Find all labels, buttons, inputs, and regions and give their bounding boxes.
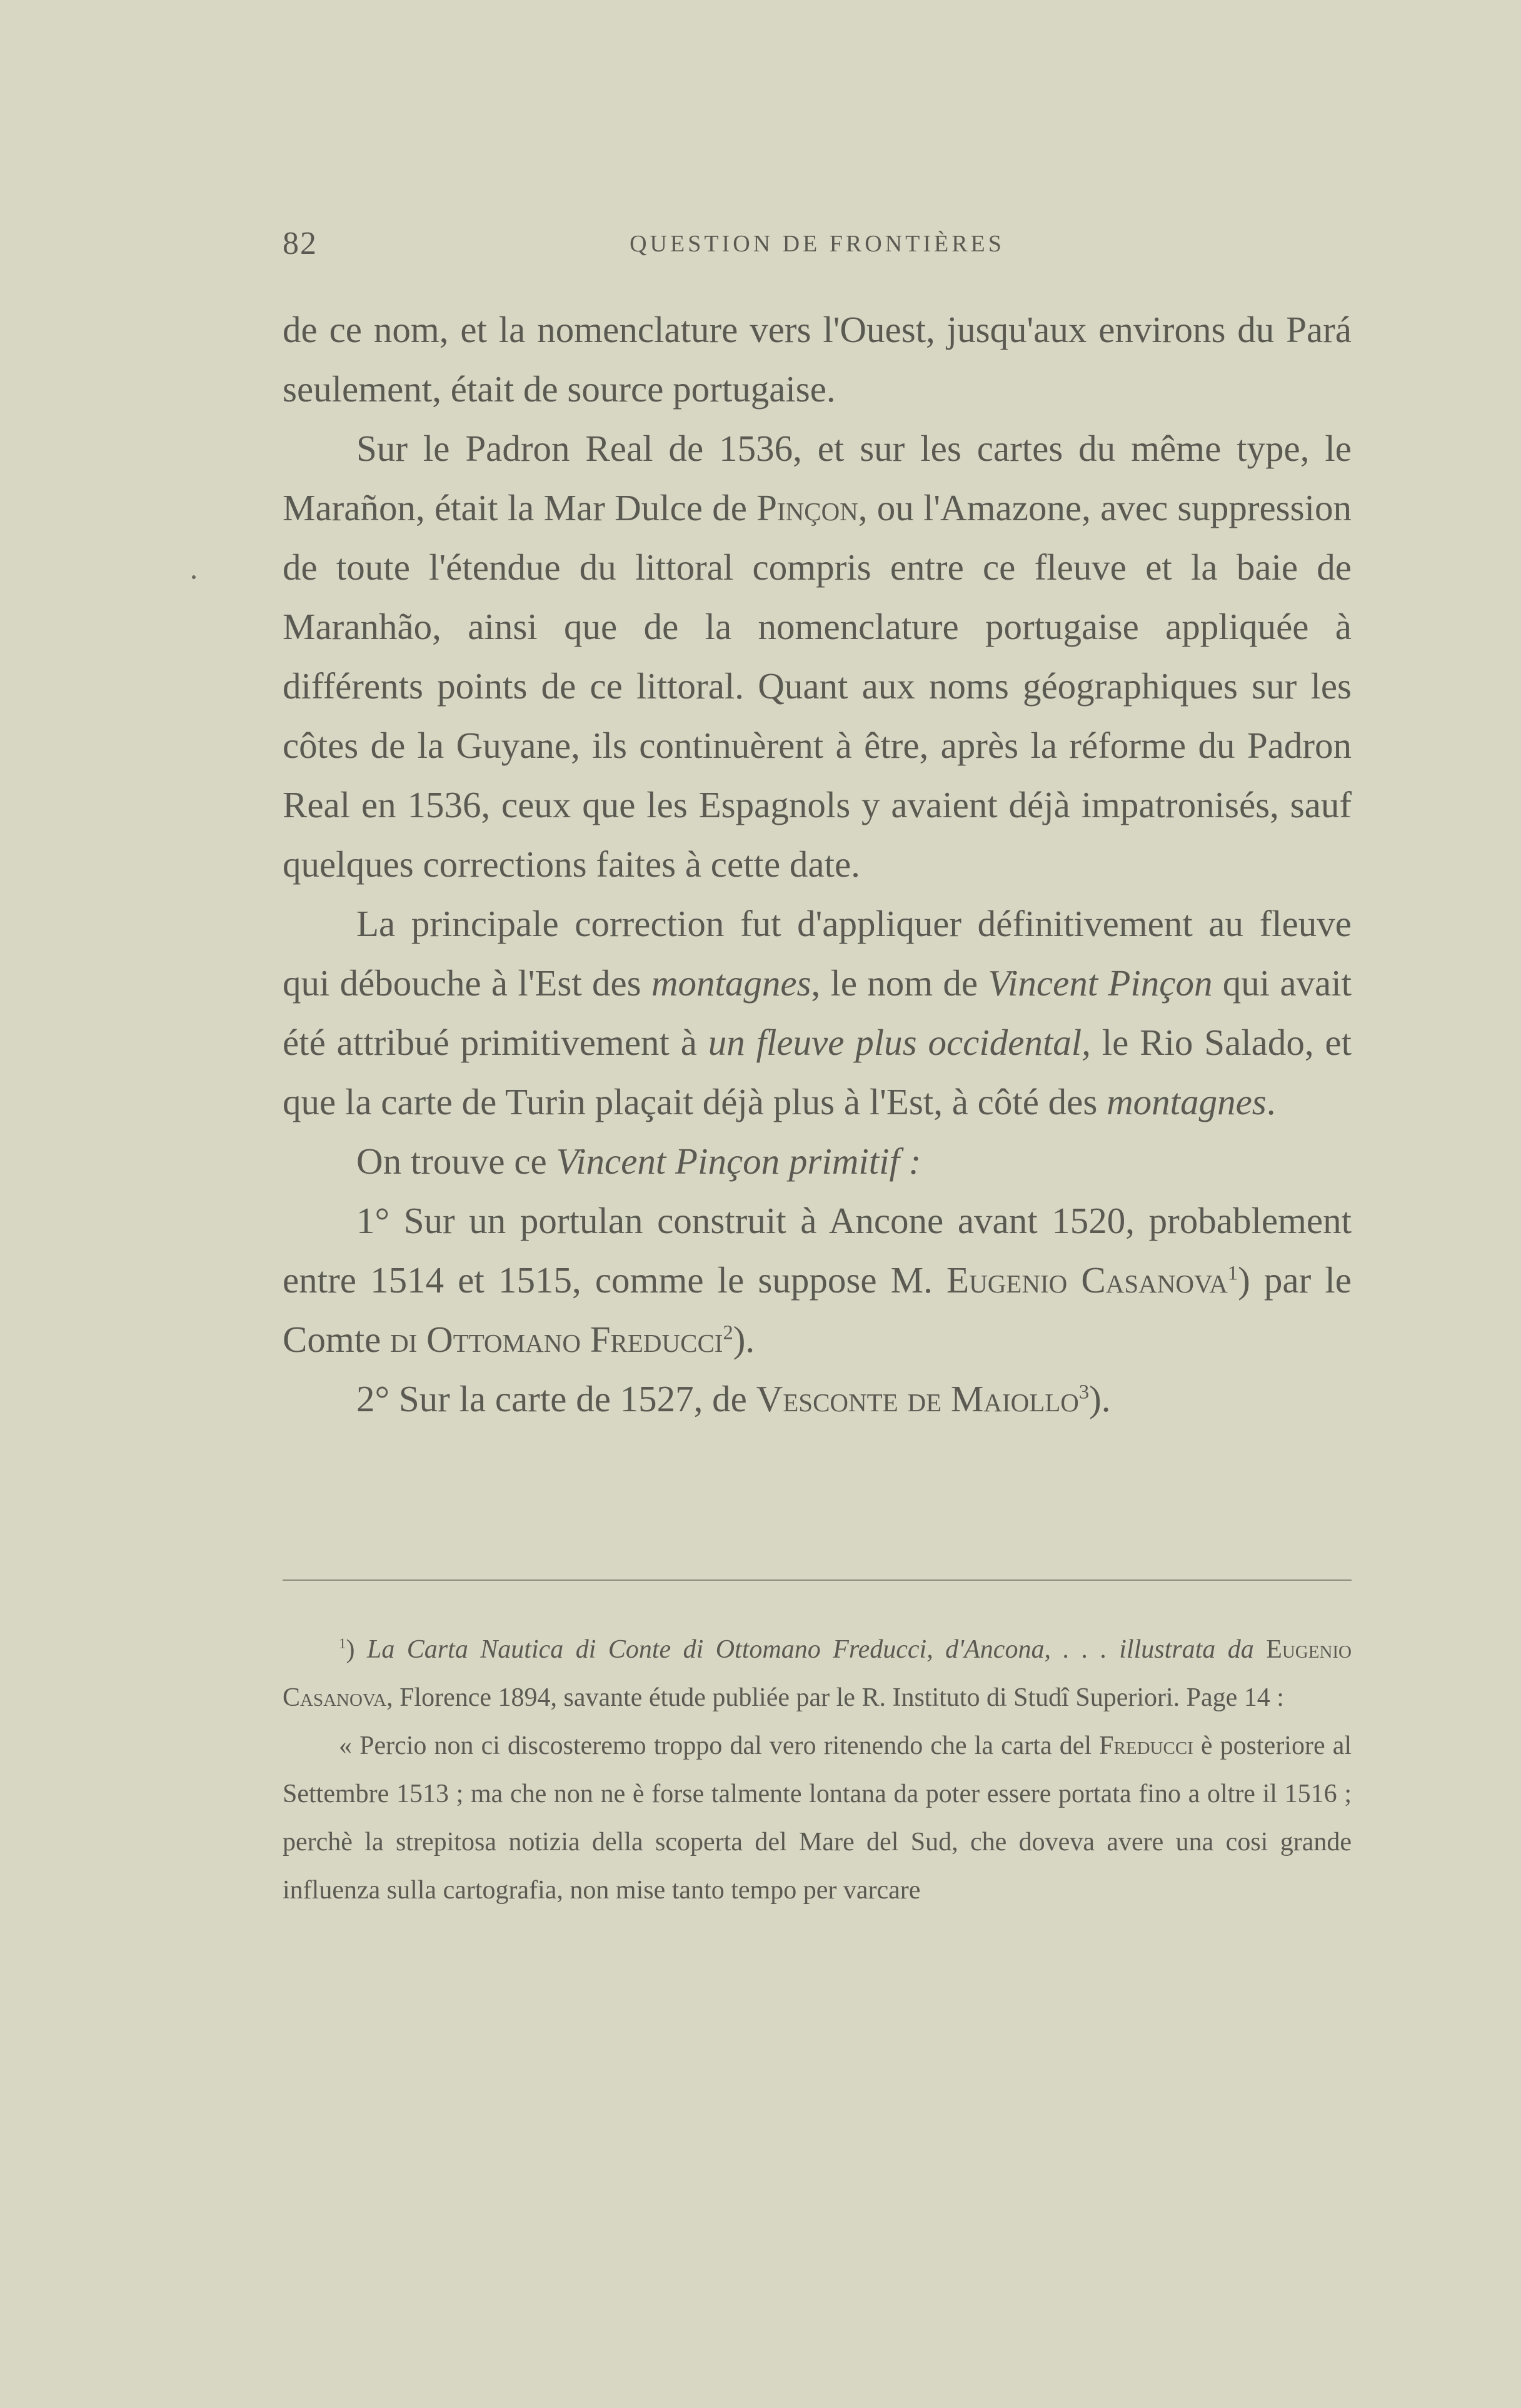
paragraph-3-text-b: , le nom de	[811, 962, 988, 1004]
footnote-ref-2: 2	[723, 1321, 733, 1344]
paragraph-3-text-a: La principale correction fut d'appliquer définitivement au fleuve qui débouche à l'Est des	[283, 903, 1352, 1004]
footnotes	[283, 1626, 1352, 1915]
footnote-ref-1: 1	[1227, 1262, 1238, 1285]
paragraph-1-text: de ce nom, et la nomenclature vers l'Ouest, jusqu'aux environs du Pará seulement, était de source portugaise.	[283, 309, 1352, 410]
paragraph-5-text-b: ) par le Comte	[283, 1259, 1352, 1360]
italic-vincent-pincon: Vincent Pinçon	[988, 962, 1213, 1004]
paragraph-6	[283, 1369, 1352, 1429]
italic-vincent-primitif: Vincent Pinçon primitif :	[556, 1141, 921, 1182]
footnote-quote-name: Freducci	[1099, 1731, 1193, 1760]
italic-fleuve: un fleuve plus occidental,	[708, 1022, 1091, 1063]
paragraph-4-text-a: On trouve ce	[356, 1141, 556, 1182]
paragraph-5	[283, 1191, 1352, 1369]
italic-montagnes-1: montagnes	[651, 962, 811, 1004]
paragraph-5-text-a: 1° Sur un portulan construit à Ancone avant 1520, probablement entre 1514 et 1515, comme le suppose M.	[283, 1200, 1352, 1301]
paragraph-2	[283, 419, 1352, 894]
paragraph-3-text-d: le Rio Salado, et que la carte de Turin plaçait déjà plus à l'Est, à côté des	[283, 1022, 1352, 1122]
paragraph-6-text-a: 2° Sur la carte de 1527, de	[356, 1378, 756, 1419]
paragraph-3	[283, 894, 1352, 1132]
footnote-1-marker: 1	[339, 1635, 346, 1651]
footnote-1: $^1$) La Carta Nautica di Conte di Ottomano Freducci, d'Ancona, . . . illustrata da Eugenio Casanova, Florence 1894, savante étude publiée par le R. Instituto di Studî Superiori. Page 14 :	[283, 1635, 1352, 1712]
name-pincon: Pinçon	[756, 487, 858, 528]
name-freducci: di Ottomano Freducci	[390, 1319, 723, 1360]
footnote-1-quote	[283, 1722, 1352, 1915]
name-maiollo: Vesconte de Maiollo	[756, 1378, 1079, 1419]
footnote-ref-3: 3	[1078, 1381, 1090, 1404]
paragraph-5-text-c: ).	[733, 1319, 755, 1360]
footnote-divider	[283, 1579, 1352, 1581]
footnote-1-text: , Florence 1894, savante étude publiée par le R. Instituto di Studî Superiori. Page 14 :	[386, 1683, 1284, 1712]
page-header	[283, 225, 1352, 269]
main-text	[283, 300, 1352, 1429]
footnote-quote-text-a: « Percio non ci discosteremo troppo dal vero ritenendo che la carta del	[339, 1731, 1100, 1760]
paragraph-1	[283, 300, 1352, 419]
margin-mark	[192, 575, 196, 579]
paragraph-2-text-a: Sur le Padron Real de 1536, et sur les cartes du même type, le Marañon, était la Mar Dulce de	[283, 428, 1352, 528]
paragraph-3-text-e: .	[1266, 1081, 1276, 1122]
page-number: 82	[283, 226, 318, 261]
paragraph-6-text-b: ).	[1089, 1378, 1111, 1419]
footnote-1-name: Eugenio Casanova	[283, 1635, 1352, 1712]
paragraph-4	[283, 1132, 1352, 1191]
footnote-1-italic-title: La Carta Nautica di Conte di Ottomano Freducci, d'Ancona, . . . illustrata da	[366, 1635, 1254, 1664]
paragraph-3-text-c: qui avait été attribué primitivement à	[283, 962, 1352, 1063]
italic-montagnes-2: montagnes	[1107, 1081, 1267, 1122]
name-casanova: Eugenio Casanova	[946, 1259, 1228, 1301]
running-title: QUESTION DE FRONTIÈRES	[630, 231, 1005, 257]
footnote-quote-text-b: è posteriore al Settembre 1513 ; ma che non ne è forse talmente lontana da poter essere portata fino a oltre il 1516 ; perchè la strepitosa notizia della scoperta del Mare del Sud, che doveva avere una cosi grande influenza sulla cartografia, non mise tanto tempo per varcare	[283, 1731, 1352, 1905]
paragraph-2-text-b: , ou l'Amazone, avec suppression de toute l'étendue du littoral compris entre ce fleuve et la baie de Maranhão, ainsi que de la nomenclature portugaise appliquée à différents points de ce littoral. Quant aux noms géographiques sur les côtes de la Guyane, ils continuèrent à être, après la réforme du Padron Real en 1536, ceux que les Espagnols y avaient déjà impatronisés, sauf quelques corrections faites à cette date.	[283, 487, 1352, 885]
